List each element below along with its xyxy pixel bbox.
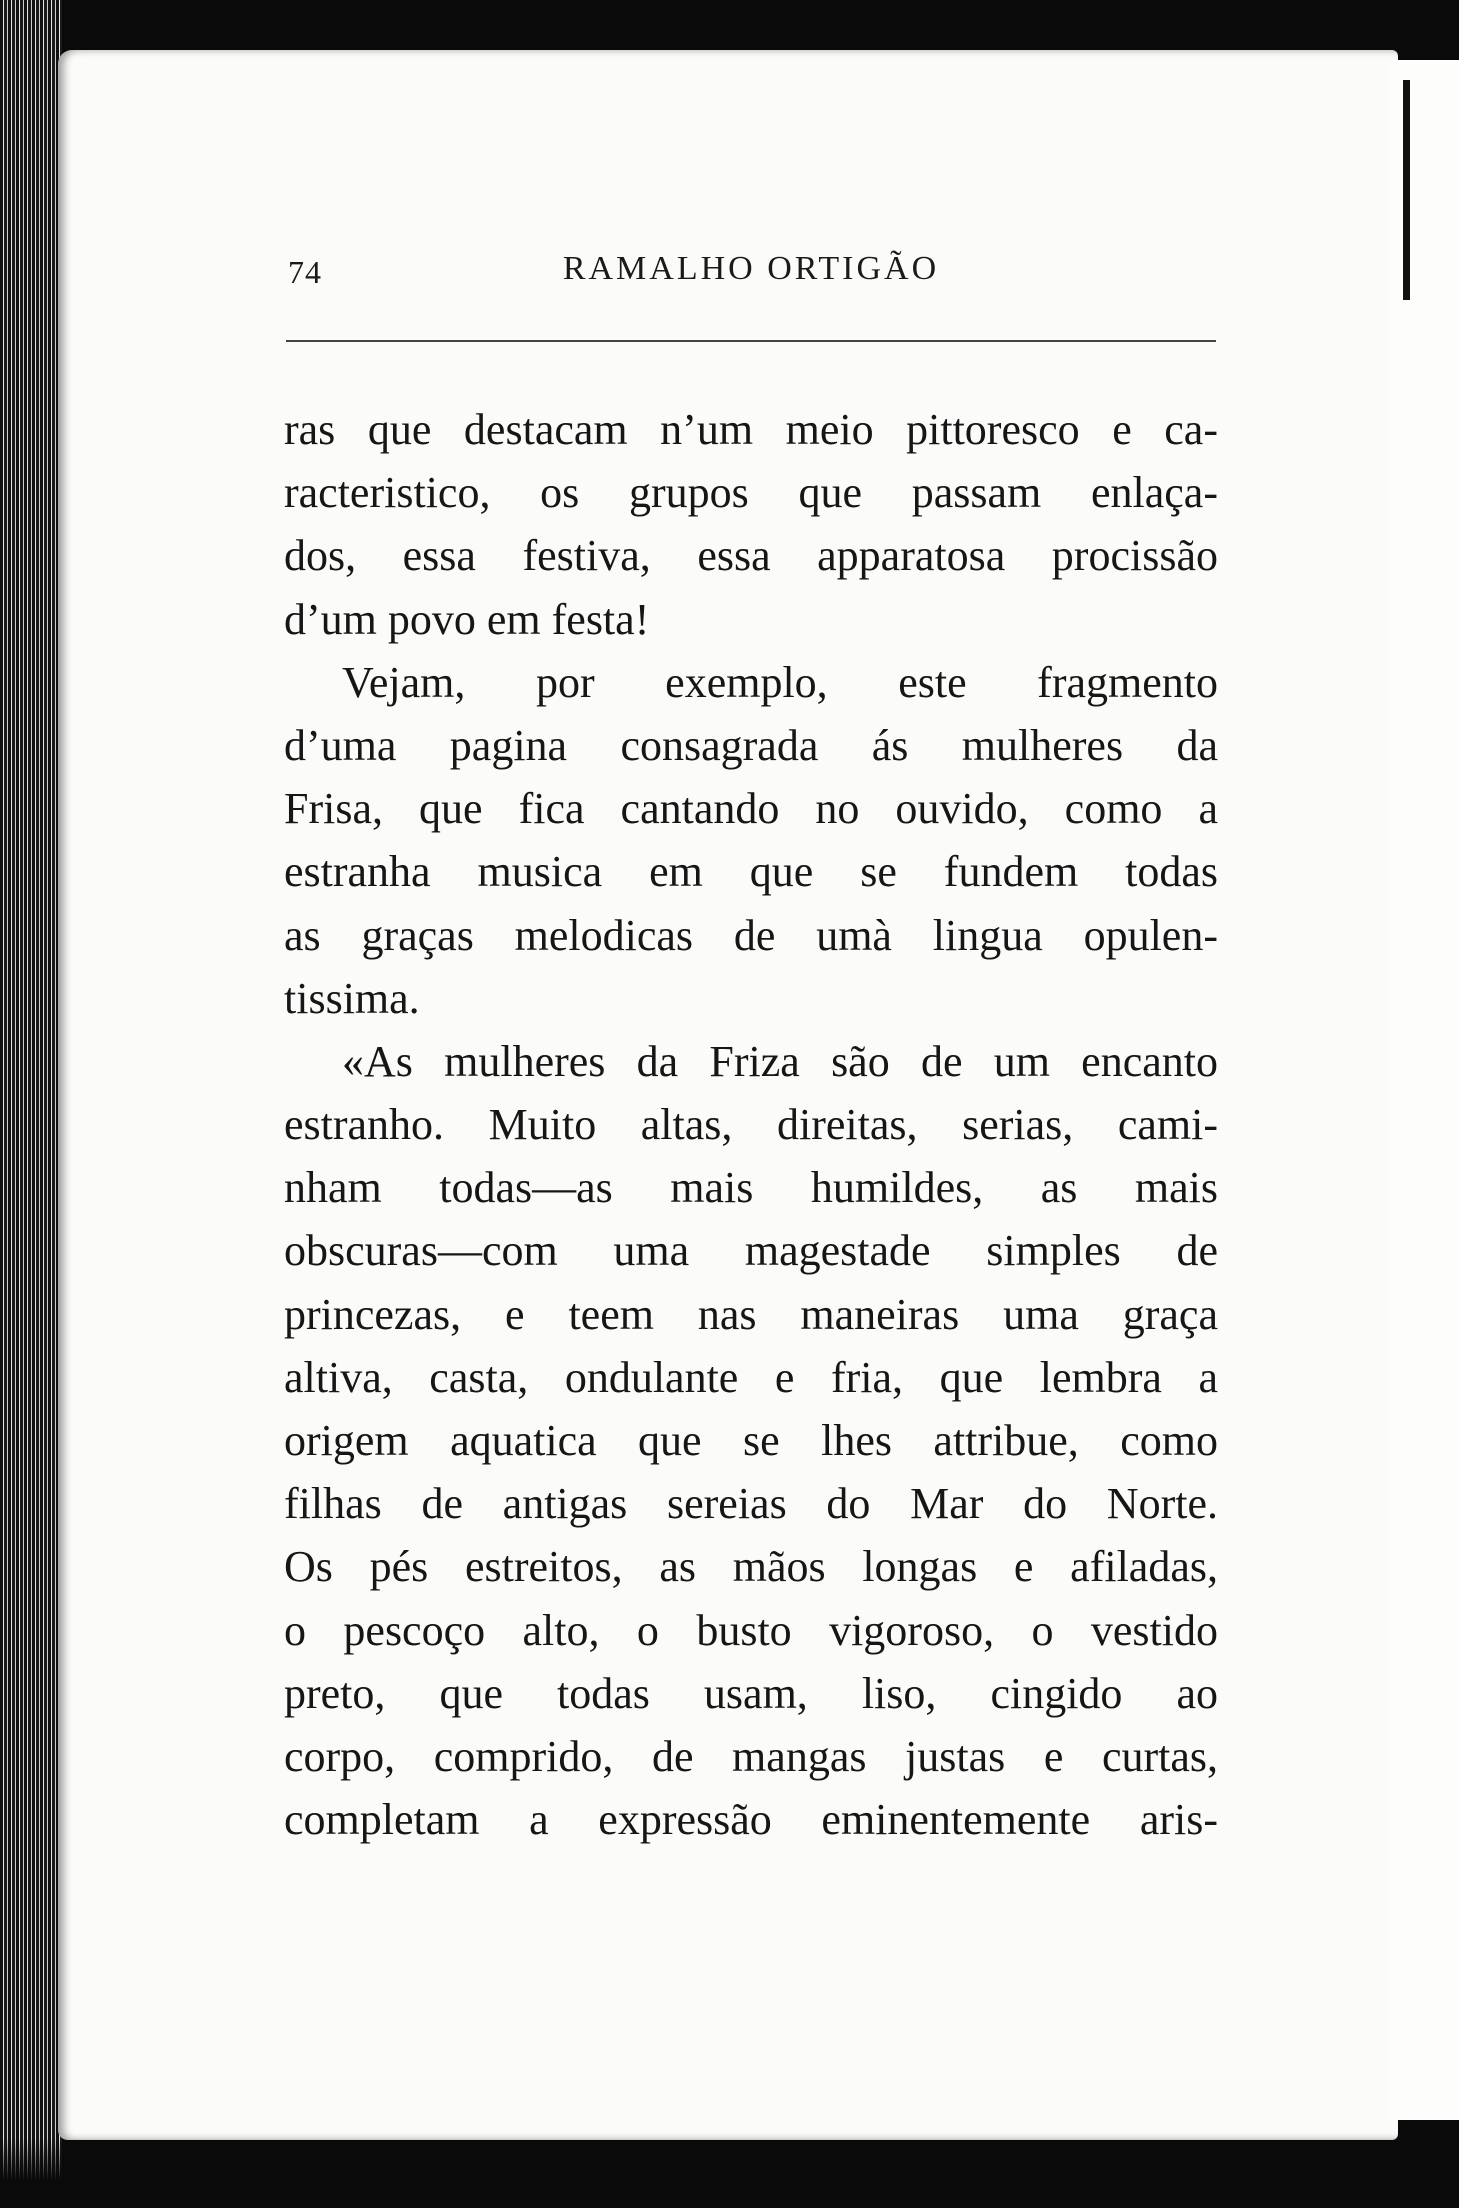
text-line: estranha musica em que se fundem todas [284, 847, 1218, 897]
text-line: obscuras—com uma magestade simples de [284, 1226, 1218, 1276]
text-line: completam a expressão eminentemente aris- [284, 1795, 1218, 1845]
page-header [286, 250, 1216, 300]
body-text [284, 398, 1218, 1851]
text-line: d’um povo em festa! [284, 594, 650, 644]
page-number: 74 [288, 254, 322, 290]
text-line: tissima. [284, 973, 420, 1023]
text-line: o pescoço alto, o busto vigoroso, o vestido [284, 1605, 1218, 1655]
text-line: estranho. Muito altas, direitas, serias, cami- [284, 1100, 1218, 1150]
text-line: racteristico, os grupos que passam enlaça- [284, 468, 1218, 518]
text-line: Os pés estreitos, as mãos longas e afiladas, [284, 1542, 1218, 1592]
text-line: d’uma pagina consagrada ás mulheres da [284, 720, 1218, 770]
edge-mark [1403, 80, 1410, 300]
running-head: RAMALHO ORTIGÃO [562, 250, 940, 287]
text-line: preto, que todas usam, liso, cingido ao [284, 1668, 1218, 1718]
text-line: Vejam, por exemplo, este fragmento [342, 657, 1218, 707]
text-line: filhas de antigas sereias do Mar do Norte. [284, 1479, 1218, 1529]
scan-shadow [0, 2138, 1459, 2208]
text-line: altiva, casta, ondulante e fria, que lembra a [284, 1352, 1218, 1402]
text-line: as graças melodicas de umà lingua opulen- [284, 910, 1218, 960]
header-rule [286, 340, 1216, 342]
text-line: princezas, e teem nas maneiras uma graça [284, 1289, 1218, 1339]
text-line: Frisa, que fica cantando no ouvido, como a [284, 784, 1218, 834]
text-line: nham todas—as mais humildes, as mais [284, 1163, 1218, 1213]
page-edge [1389, 60, 1459, 2120]
text-line: corpo, comprido, de mangas justas e curtas, [284, 1731, 1218, 1781]
text-line: origem aquatica que se lhes attribue, como [284, 1416, 1218, 1465]
text-line: «As mulheres da Friza são de um encanto [342, 1036, 1218, 1086]
book-spine [0, 0, 62, 2208]
text-line: dos, essa festiva, essa apparatosa procissão [284, 531, 1218, 581]
text-line: ras que destacam n’um meio pittoresco e ca- [284, 405, 1218, 454]
